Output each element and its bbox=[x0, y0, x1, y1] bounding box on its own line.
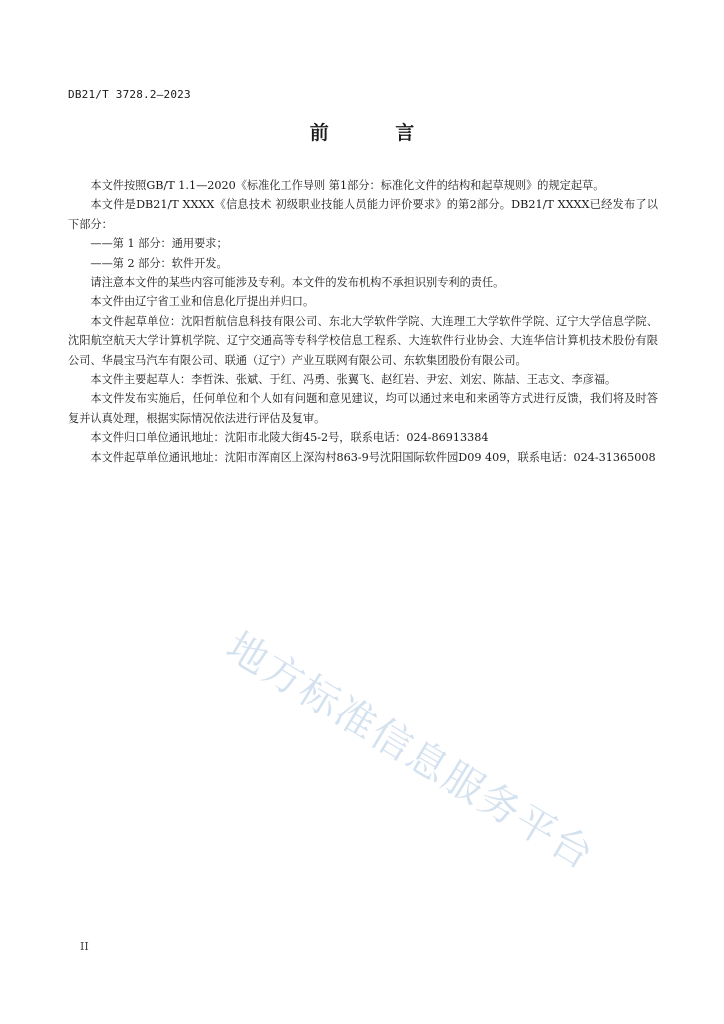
list-item-part-2: ——第 2 部分：软件开发。 bbox=[90, 256, 228, 270]
paragraph-feedback: 本文件发布实施后，任何单位和个人如有问题和意见建议，均可以通过来电和来函等方式进行反馈，我们将及时答复并认真处理，根据实际情况依法进行评估及复审。 bbox=[68, 392, 658, 425]
list-item-part-1: ——第 1 部分：通用要求； bbox=[90, 237, 228, 251]
paragraph-drafting-rule: 本文件按照GB/T 1.1—2020《标准化工作导则 第1部分：标准化文件的结构和起草规则》的规定起草。 bbox=[90, 179, 605, 192]
paragraph-patent-notice: 请注意本文件的某些内容可能涉及专利。本文件的发布机构不承担识别专利的责任。 bbox=[90, 276, 505, 290]
paragraph-series-part: 本文件是DB21/T XXXX《信息技术 初级职业技能人员能力评价要求》的第2部分。DB21/T XXXX已经发布了以下部分： bbox=[68, 198, 658, 231]
paragraph-proposer: 本文件由辽宁省工业和信息化厅提出并归口。 bbox=[90, 295, 315, 309]
page-number: II bbox=[80, 940, 89, 953]
page-title: 前 言 bbox=[309, 122, 445, 144]
paragraph-drafting-units: 本文件起草单位：沈阳哲航信息科技有限公司、东北大学软件学院、大连理工大学软件学院、辽宁大学信息学院、沈阳航空航天大学计算机学院、辽宁交通高等专科学校信息工程系、大连软件行业协会、大连华信计算机技术股份有限公司、华晨宝马汽车有限公司、联通（辽宁）产业互联网有限公司、东软集团股份有限公司。 bbox=[68, 314, 658, 367]
document-body bbox=[68, 176, 658, 467]
paragraph-drafter-address: 本文件起草单位通讯地址：沈阳市浑南区上深沟村863-9号沈阳国际软件园D09 409，联系电话：024-31365008 bbox=[90, 450, 656, 464]
document-code: DB21/T 3728.2—2023 bbox=[68, 88, 191, 101]
watermark: 地方标准信息服务平台 bbox=[218, 623, 603, 880]
paragraph-admin-address: 本文件归口单位通讯地址：沈阳市北陵大街45-2号，联系电话：024-86913384 bbox=[90, 431, 489, 445]
paragraph-drafters: 本文件主要起草人：李哲洙、张斌、于红、冯勇、张翼飞、赵红岩、尹宏、刘宏、陈喆、王志文、李彦福。 bbox=[90, 373, 617, 387]
